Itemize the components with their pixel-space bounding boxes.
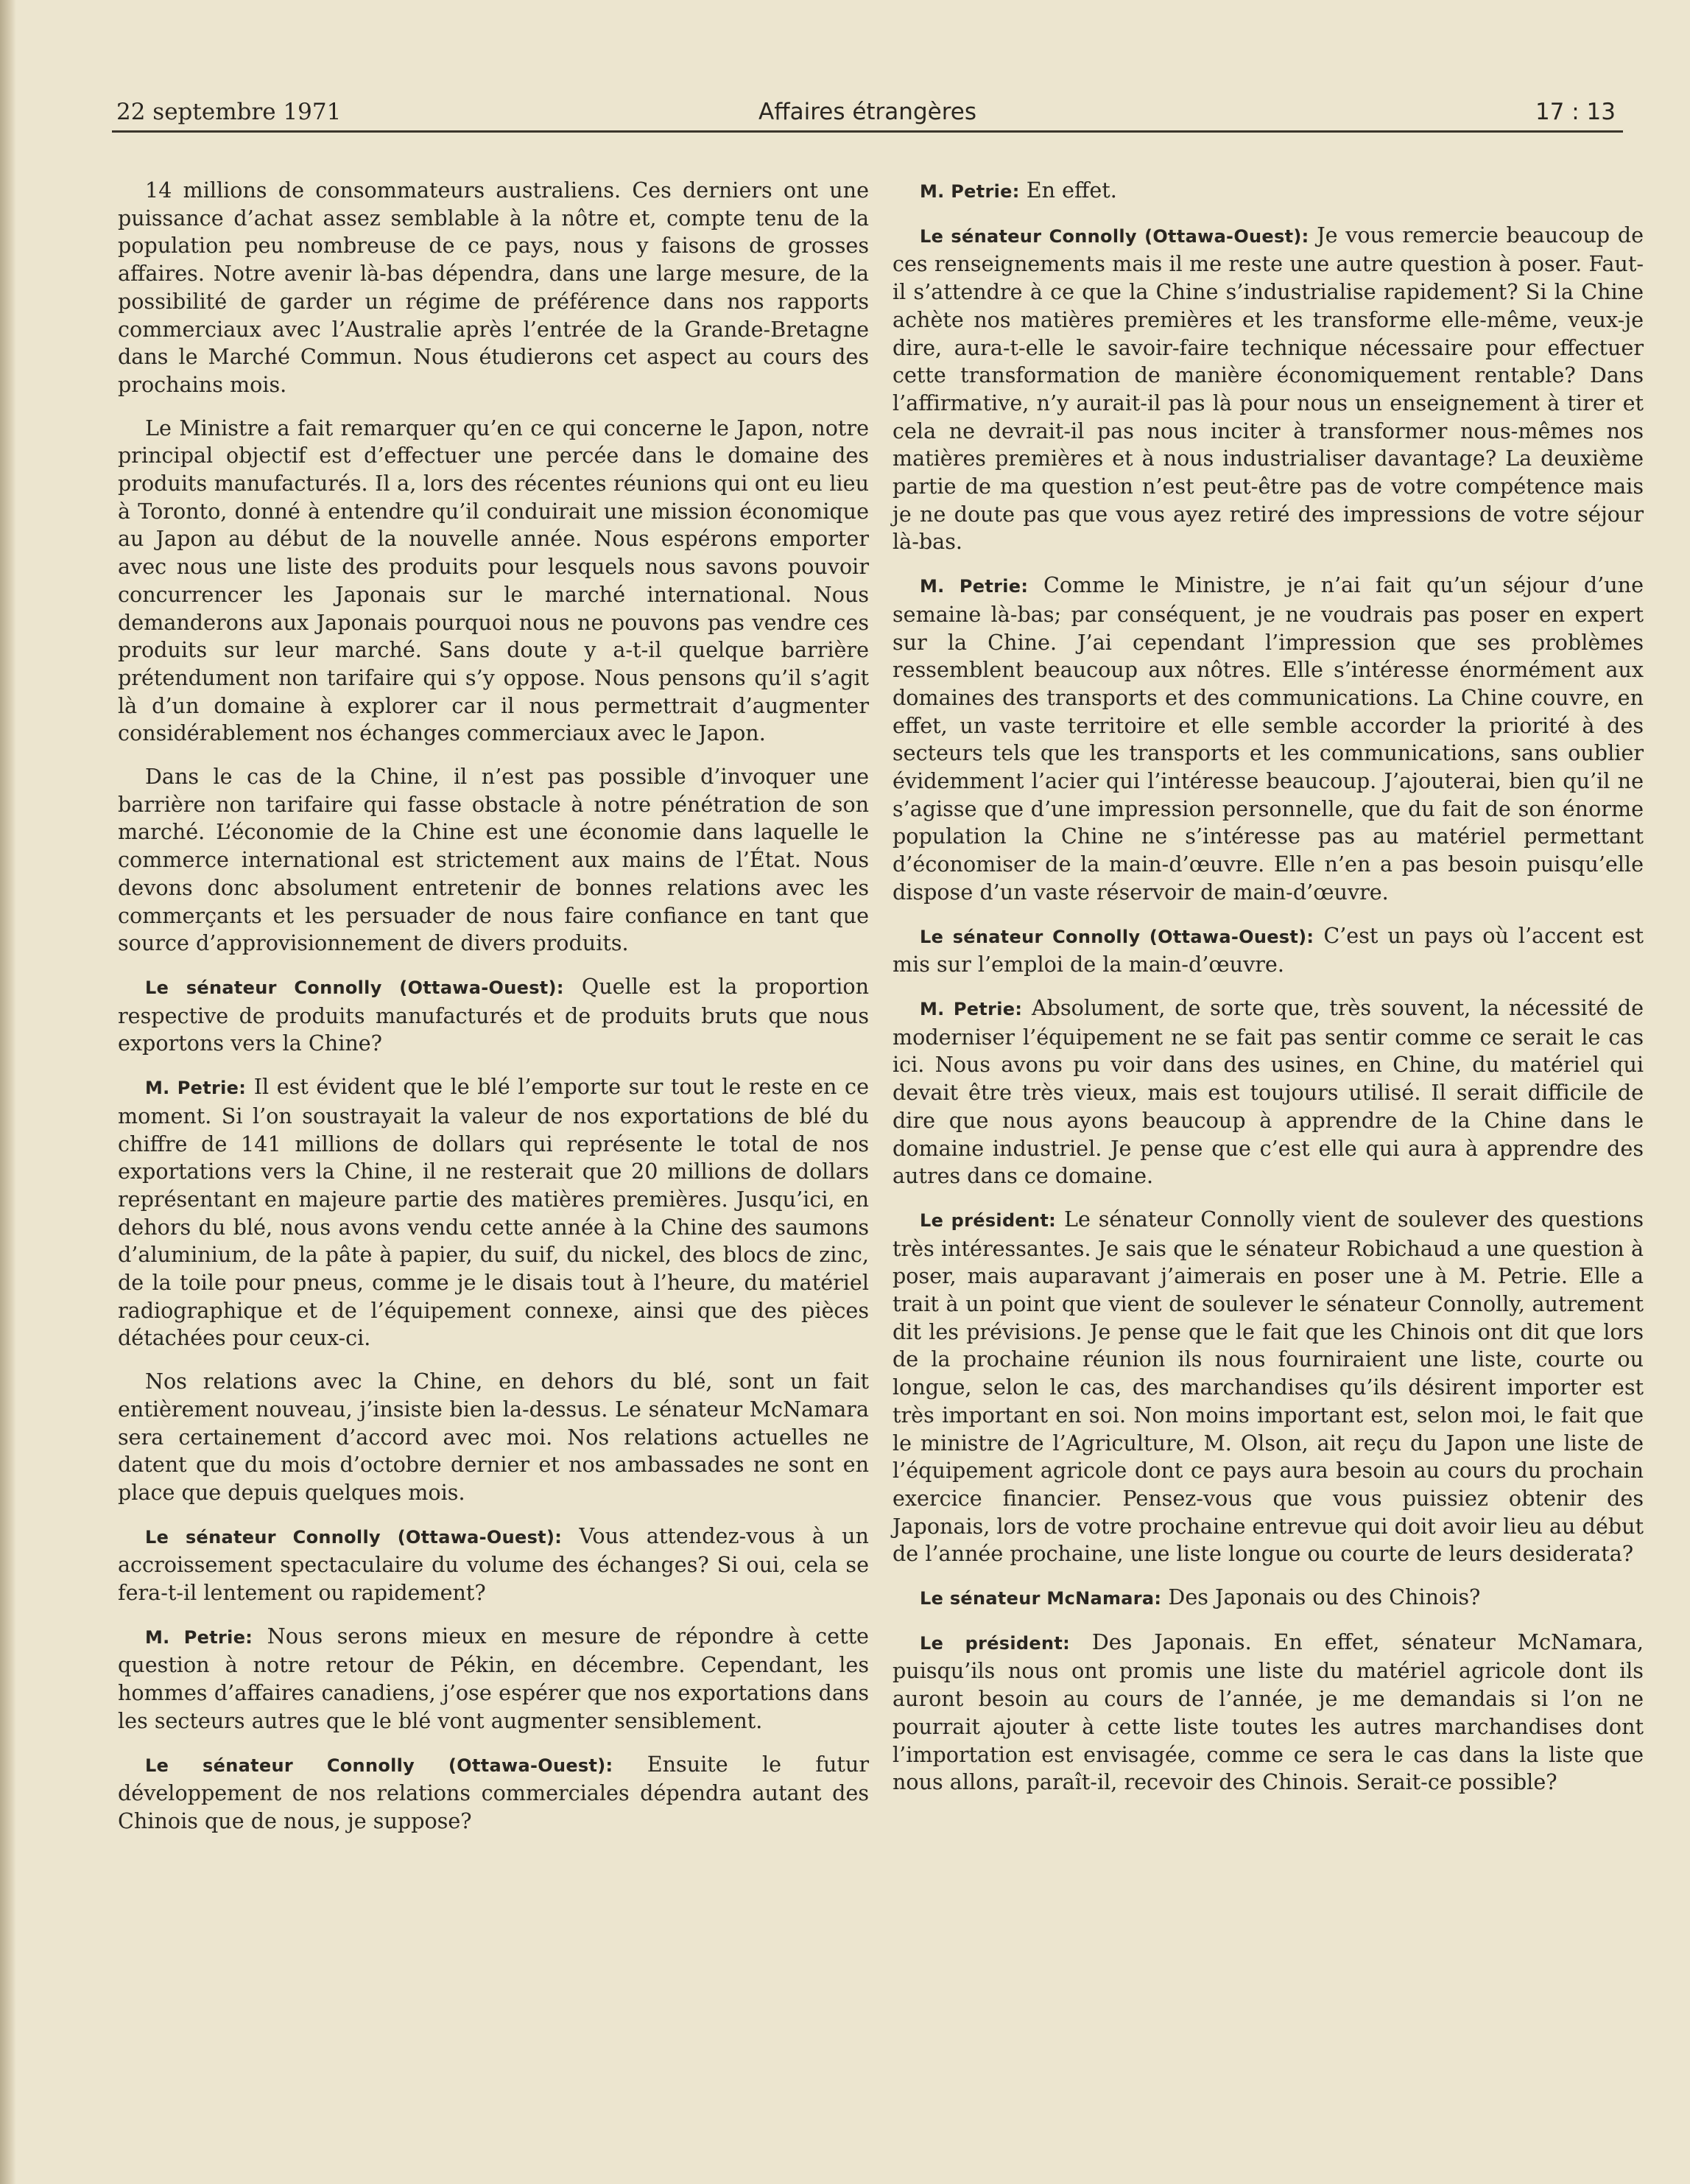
paragraph [892,922,1644,979]
speaker-label: Le sénateur Connolly (Ottawa-Ouest): [145,977,564,998]
paragraph-text: Vous attendez-vous à un accroissement spectaculaire du volume des échanges? Si oui, cela se fera-t-il lentement ou rapidement? [118,1523,869,1606]
paragraph [892,177,1644,206]
paragraph [892,222,1644,556]
paragraph-text: Dans le cas de la Chine, il n’est pas possible d’invoquer une barrière non tarifaire qui fasse obstacle à notre pénétration de son marché. L’économie de la Chine est une économie dans laquelle le commerce international est strictement aux mains de l’État. Nous devons donc absolument entretenir de bonnes relations avec les commerçants et les persuader de nous faire confiance en tant que source d’approvisionnement de divers produits. [118,764,869,956]
paragraph [892,572,1644,906]
paragraph-text: Absolument, de sorte que, très souvent, la nécessité de moderniser l’équipement ne se fait pas sentir comme ce serait le cas ici. Nous avons pu voir dans des usines, en Chine, du matériel qui devait être très vieux, mais est toujours utilisé. Il serait difficile de dire que nous ayons beaucoup à apprendre de la Chine dans le domaine industriel. Je pense que c’est elle qui aura à apprendre des autres dans ce domaine. [892,994,1644,1189]
paragraph-text: Le sénateur Connolly vient de soulever des questions très intéressantes. Je sais que le sénateur Robichaud a une question à poser, mais auparavant j’aimerais en poser une à M. Petrie. Elle a trait à un point que vient de soulever le sénateur Connolly, autrement dit les prévisions. Je pense que le fait que les Chinois ont dit que lors de la prochaine réunion ils nous fourniraient une liste, courte ou longue, selon le cas, des marchandises qu’ils désirent importer est très important en soi. Non moins important est, selon moi, le fait que le ministre de l’Agriculture, M. Olson, ait reçu du Japon une liste de l’équipement agricole dont ce pays aura besoin au cours du prochain exercice financier. Pensez-vous que vous puissiez obtenir des Japonais, lors de votre prochaine entrevue qui doit avoir lieu au début de l’année prochaine, une liste longue ou courte de leurs desiderata? [892,1206,1644,1567]
paragraph-text: Comme le Ministre, je n’ai fait qu’un séjour d’une semaine là-bas; par conséquent, je ne voudrais pas poser en expert sur la Chine. J’ai cependant l’impression que ses problèmes ressemblent beaucoup aux nôtres. Elle s’intéresse énormément aux domaines des transports et des communications. La Chine couvre, en effet, un vaste territoire et elle semble accorder la priorité à des secteurs tels que les transports et les communications, sans oublier évidemment l’acier qui l’intéresse beaucoup. J’ajouterai, bien qu’il ne s’agisse que d’une impression personnelle, que du fait de son énorme population la Chine ne s’intéresse pas au matériel permettant d’économiser de la main-d’œuvre. Elle n’en a pas besoin puisqu’elle dispose d’un vaste réservoir de main-d’œuvre. [892,572,1644,905]
speaker-label: Le sénateur McNamara: [920,1588,1162,1609]
paragraph-text: Il est évident que le blé l’emporte sur tout le reste en ce moment. Si l’on soustrayait la valeur de nos exportations de blé du chiffre de 141 millions de dollars qui représente le total de nos exportations vers la Chine, il ne resterait que 20 millions de dollars représentant en majeure partie des matières premières. Jusqu’ici, en dehors du blé, nous avons vendu cette année à la Chine des saumons d’aluminium, de la pâte à papier, du suif, du nickel, des blocs de zinc, de la toile pour pneus, comme je le disais tout à l’heure, du matériel radiographique et de l’équipement connexe, ainsi que des pièces détachées pour ceux-ci. [118,1074,869,1351]
left-column [118,177,869,1851]
speaker-label: Le président: [920,1209,1057,1231]
paragraph [118,1523,869,1607]
paragraph-text: Des Japonais ou des Chinois? [1168,1584,1481,1610]
header-page-number: 17 : 13 [1535,99,1616,125]
page-header [112,90,1623,134]
speaker-label: M. Petrie: [920,576,1029,597]
paragraph [118,973,869,1058]
paragraph [892,1584,1644,1613]
speaker-label: M. Petrie: [145,1626,253,1648]
paragraph-text: Le Ministre a fait remarquer qu’en ce qui concerne le Japon, notre principal objectif est d’effectuer une percée dans le domaine des produits manufacturés. Il a, lors des récentes réunions qui ont eu lieu à Toronto, donné à entendre qu’il conduirait une mission économique au Japon au début de la nouvelle année. Nous espérons emporter avec nous une liste des produits pour lesquels nous savons pouvoir concurrencer les Japonais sur le marché international. Nous demanderons aux Japonais pourquoi nous ne pouvons pas vendre ces produits sur leur marché. Sans doute y a-t-il quelque barrière prétendument non tarifaire qui s’y oppose. Nous pensons qu’il s’agit là d’un domaine à explorer car il nous permettrait d’augmenter considérablement nos échanges commerciaux avec le Japon. [118,415,869,746]
paragraph [118,1368,869,1507]
paragraph-text: En effet. [1026,178,1117,203]
right-column [892,177,1644,1812]
speaker-label: Le sénateur Connolly (Ottawa-Ouest): [145,1755,613,1776]
speaker-label: Le sénateur Connolly (Ottawa-Ouest): [145,1526,563,1548]
speaker-label: M. Petrie: [920,181,1020,202]
speaker-label: Le sénateur Connolly (Ottawa-Ouest): [920,225,1309,247]
paragraph [892,1629,1644,1797]
paragraph [118,763,869,958]
speaker-label: Le sénateur Connolly (Ottawa-Ouest): [920,926,1314,947]
speaker-label: M. Petrie: [920,998,1023,1019]
header-date: 22 septembre 1971 [116,99,342,125]
paragraph-text: Je vous remercie beaucoup de ces renseignements mais il me reste une autre question à poser. Faut-il s’attendre à ce que la Chine s’industrialise rapidement? Si la Chine achète nos matières premières et les transforme elle-même, veux-je dire, aura-t-elle le savoir-faire technique nécessaire pour effectuer cette transformation de manière économiquement rentable? Dans l’affirmative, n’y aurait-il pas là pour nous un enseignement à tirer et cela ne devrait-il pas nous inciter à transformer nous-mêmes nos matières premières et à nous industrialiser davantage? La deuxième partie de ma question n’est peut-être pas de votre compétence mais je ne doute pas que vous ayez retiré des impressions de votre séjour là-bas. [892,222,1644,555]
speaker-label: Le président: [920,1632,1071,1654]
paragraph-text: Nous serons mieux en mesure de répondre à cette question à notre retour de Pékin, en décembre. Cependant, les hommes d’affaires canadiens, j’ose espérer que nos exportations dans les secteurs autres que le blé vont augmenter sensiblement. [118,1623,869,1733]
paragraph-text: Ensuite le futur développement de nos relations commerciales dépendra autant des Chinois que de nous, je suppose? [118,1751,869,1833]
paragraph-text: Quelle est la proportion respective de produits manufacturés et de produits bruts que nous exportons vers la Chine? [118,973,869,1056]
header-rule [112,130,1623,133]
header-title: Affaires étrangères [758,99,976,125]
speaker-label: M. Petrie: [145,1078,247,1099]
paragraph-text: Des Japonais. En effet, sénateur McNamara, puisqu’ils nous ont promis une liste du matériel agricole dont ils auront besoin au cours de l’année, je me demandais si l’on ne pourrait ajouter à cette liste toutes les autres marchandises dont l’importation est envisagée, comme ce sera le cas dans la liste que nous allons, paraît-il, recevoir des Chinois. Serait-ce possible? [892,1629,1644,1795]
paragraph [118,1073,869,1352]
paragraph [892,994,1644,1190]
paragraph-text: Nos relations avec la Chine, en dehors du blé, sont un fait entièrement nouveau, j’insiste bien la-dessus. Le sénateur McNamara sera certainement d’accord avec moi. Nos relations actuelles ne datent que du mois d’octobre dernier et nos ambassades ne sont en place que depuis quelques mois. [118,1369,869,1505]
paragraph-text: C’est un pays où l’accent est mis sur l’emploi de la main-d’œuvre. [892,922,1644,977]
paragraph [118,415,869,748]
paragraph-text: 14 millions de consommateurs australiens. Ces derniers ont une puissance d’achat assez semblable à la nôtre et, compte tenu de la population peu nombreuse de ce pays, nous y faisons de grosses affaires. Notre avenir là-bas dépendra, dans une large mesure, de la possibilité de garder un régime de préférence dans nos rapports commerciaux avec l’Australie après l’entrée de la Grande-Bretagne dans le Marché Commun. Nous étudierons cet aspect au cours des prochains mois. [118,178,869,397]
paragraph [118,177,869,399]
paragraph [892,1206,1644,1568]
page-spine-shadow [0,0,16,2184]
paragraph [118,1623,869,1735]
paragraph [118,1751,869,1836]
